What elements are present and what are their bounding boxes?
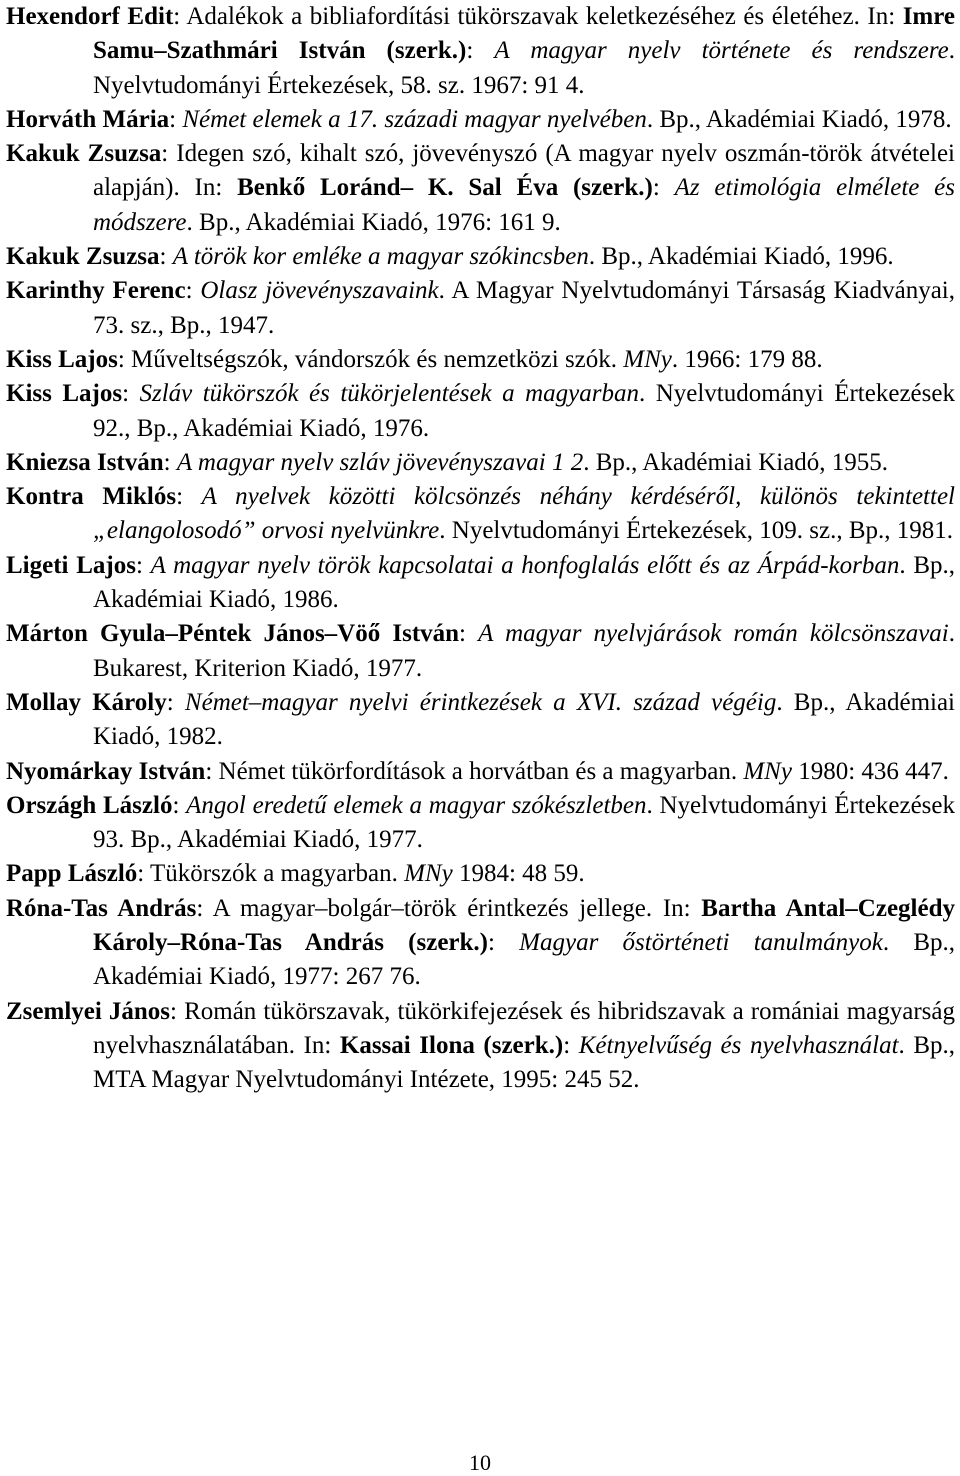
entry-title: MNy (743, 757, 792, 785)
entry-title: Szláv tükörszók és tükörjelentések a magyarban (139, 380, 639, 408)
entry-text: . Nyelvtudományi Értekezések 92., Bp., Akadémiai Kiadó, 1976. (93, 380, 955, 442)
entry-text: : (122, 380, 140, 408)
entry-text: : (169, 105, 183, 133)
entry-text: . Bp., MTA Magyar Nyelvtudományi Intézete, 1995: 245 52. (93, 1031, 956, 1094)
entry-author: Márton Gyula–Péntek János–Vöő István (6, 620, 460, 648)
bibliography-list (6, 0, 955, 1098)
entry-text: . Bp., Akadémiai Kiadó, 1976: 161 9. (186, 208, 561, 236)
entry-author: Kontra Miklós (6, 483, 177, 511)
bibliography-entry (6, 137, 955, 240)
bibliography-entry (6, 0, 955, 103)
entry-text: : (163, 448, 177, 476)
entry-title: A magyar nyelv török kapcsolatai a honfoglalás előtt és az Árpád-korban (150, 551, 900, 579)
entry-text: : (563, 1031, 579, 1059)
entry-text: . Nyelvtudományi Értekezések, 109. sz., Bp., 1981. (439, 517, 954, 545)
entry-text: : A magyar–bolgár–török érintkezés jellege. In: (196, 894, 702, 922)
entry-text: : Adalékok a bibliafordítási tükörszavak keletkezéséhez és életéhez. In: (173, 3, 903, 30)
entry-title: Olasz jövevényszavaink (200, 277, 439, 305)
entry-text: : Német tükörfordítások a horvátban és a magyarban. (205, 757, 744, 785)
entry-author: Kassai Ilona (szerk.) (339, 1031, 564, 1059)
bibliography-entry (6, 240, 955, 274)
bibliography-entry (6, 892, 955, 995)
entry-text: . 1966: 179 88. (671, 345, 823, 373)
entry-title: A magyar nyelv szláv jövevényszavai 1 2 (176, 448, 584, 476)
entry-author: Kiss Lajos (6, 380, 123, 408)
bibliography-entry (6, 789, 955, 858)
bibliography-entry (6, 617, 955, 686)
entry-text: : Műveltségszók, vándorszók és nemzetközi szók. (117, 345, 624, 373)
entry-text: . Nyelvtudományi Értekezések 93. Bp., Akadémiai Kiadó, 1977. (93, 791, 955, 854)
entry-title: A magyar nyelvjárások román kölcsönszavai (478, 620, 949, 648)
entry-author: Mollay Károly (6, 688, 167, 716)
entry-text: . A Magyar Nyelvtudományi Társaság Kiadványai, 73. sz., Bp., 1947. (93, 277, 955, 339)
bibliography-entry (6, 995, 955, 1098)
page-number: 10 (469, 1450, 491, 1475)
entry-text: . Bp., Akadémiai Kiadó, 1986. (93, 551, 955, 614)
bibliography-entry (6, 103, 955, 137)
entry-author: Országh László (6, 791, 173, 819)
entry-text: . Bp., Akadémiai Kiadó, 1982. (93, 688, 956, 751)
entry-author: Hexendorf Edit (6, 3, 174, 30)
entry-text: : (135, 551, 151, 579)
bibliography-entry (6, 446, 955, 480)
entry-title: Német elemek a 17. századi magyar nyelvében (182, 105, 647, 133)
entry-author: Kakuk Zsuzsa (6, 140, 162, 168)
entry-text: : (166, 688, 185, 716)
bibliography-entry (6, 755, 955, 789)
entry-title: Az etimológia elmélete és módszere (93, 174, 955, 236)
entry-text: : (459, 620, 479, 648)
entry-text: : (159, 243, 173, 271)
entry-author: Ligeti Lajos (6, 551, 136, 579)
bibliography-entry (6, 686, 955, 755)
entry-title: Angol eredetű elemek a magyar szókészletben (186, 791, 647, 819)
entry-title: Magyar őstörténeti tanulmányok (519, 929, 883, 957)
entry-author: Zsemlyei János (6, 997, 171, 1025)
entry-author: Bartha Antal–Czeglédy Károly–Róna-Tas András (szerk.) (93, 894, 956, 957)
entry-text: 1980: 436 447. (791, 757, 949, 785)
bibliography-entry (6, 343, 955, 377)
bibliography-entry (6, 274, 955, 343)
entry-author: Kakuk Zsuzsa (6, 243, 160, 271)
entry-text: . Nyelvtudományi Értekezések, 58. sz. 1967: 91 4. (93, 37, 955, 99)
entry-text: : (652, 174, 675, 202)
bibliography-entry (6, 549, 955, 618)
entry-text: : (172, 791, 187, 819)
entry-author: Karinthy Ferenc (6, 277, 186, 305)
entry-title: A török kor emléke a magyar szókincsben (172, 243, 589, 271)
entry-text: : Román tükörszavak, tükörkifejezések és hibridszavak a romániai magyarság nyelvhasználatában. In: (93, 997, 955, 1059)
entry-text: : (185, 277, 201, 305)
bibliography-entry (6, 480, 955, 549)
entry-title: MNy (623, 345, 672, 373)
entry-text: : (176, 483, 202, 511)
entry-text: . Bukarest, Kriterion Kiadó, 1977. (93, 620, 956, 682)
entry-text: 1984: 48 59. (452, 860, 585, 888)
entry-text: . Bp., Akadémiai Kiadó, 1977: 267 76. (93, 929, 955, 991)
entry-text: . Bp., Akadémiai Kiadó, 1978. (646, 105, 952, 133)
entry-author: Horváth Mária (6, 105, 170, 133)
entry-text: : (488, 929, 520, 957)
entry-author: Benkő Loránd– K. Sal Éva (szerk.) (237, 174, 653, 202)
entry-author: Papp László (6, 860, 138, 888)
entry-text: : Tükörszók a magyarban. (137, 860, 405, 888)
entry-author: Kiss Lajos (6, 345, 118, 373)
entry-title: A nyelvek közötti kölcsönzés néhány kérdéséről, különös tekintettel „elangolosodó” orvosi nyelvünkre (93, 483, 955, 545)
bibliography-entry (6, 857, 955, 891)
entry-title: Kétnyelvűség és nyelvhasználat (578, 1031, 899, 1059)
bibliography-entry (6, 377, 955, 446)
entry-title: MNy (404, 860, 453, 888)
entry-text: : Idegen szó, kihalt szó, jövevényszó (A magyar nyelv oszmán-török átvételei alapján). In: (93, 140, 955, 202)
entry-text: . Bp., Akadémiai Kiadó, 1955. (583, 448, 889, 476)
entry-author: Imre Samu–Szathmári István (szerk.) (93, 3, 955, 65)
entry-author: Róna-Tas András (6, 894, 197, 922)
entry-title: Német–magyar nyelvi érintkezések a XVI. század végéig (184, 688, 777, 716)
entry-text: : (466, 37, 495, 65)
entry-author: Kniezsa István (6, 448, 164, 476)
entry-author: Nyomárkay István (6, 757, 206, 785)
entry-text: . Bp., Akadémiai Kiadó, 1996. (588, 243, 894, 271)
entry-title: A magyar nyelv története és rendszere (494, 37, 949, 65)
